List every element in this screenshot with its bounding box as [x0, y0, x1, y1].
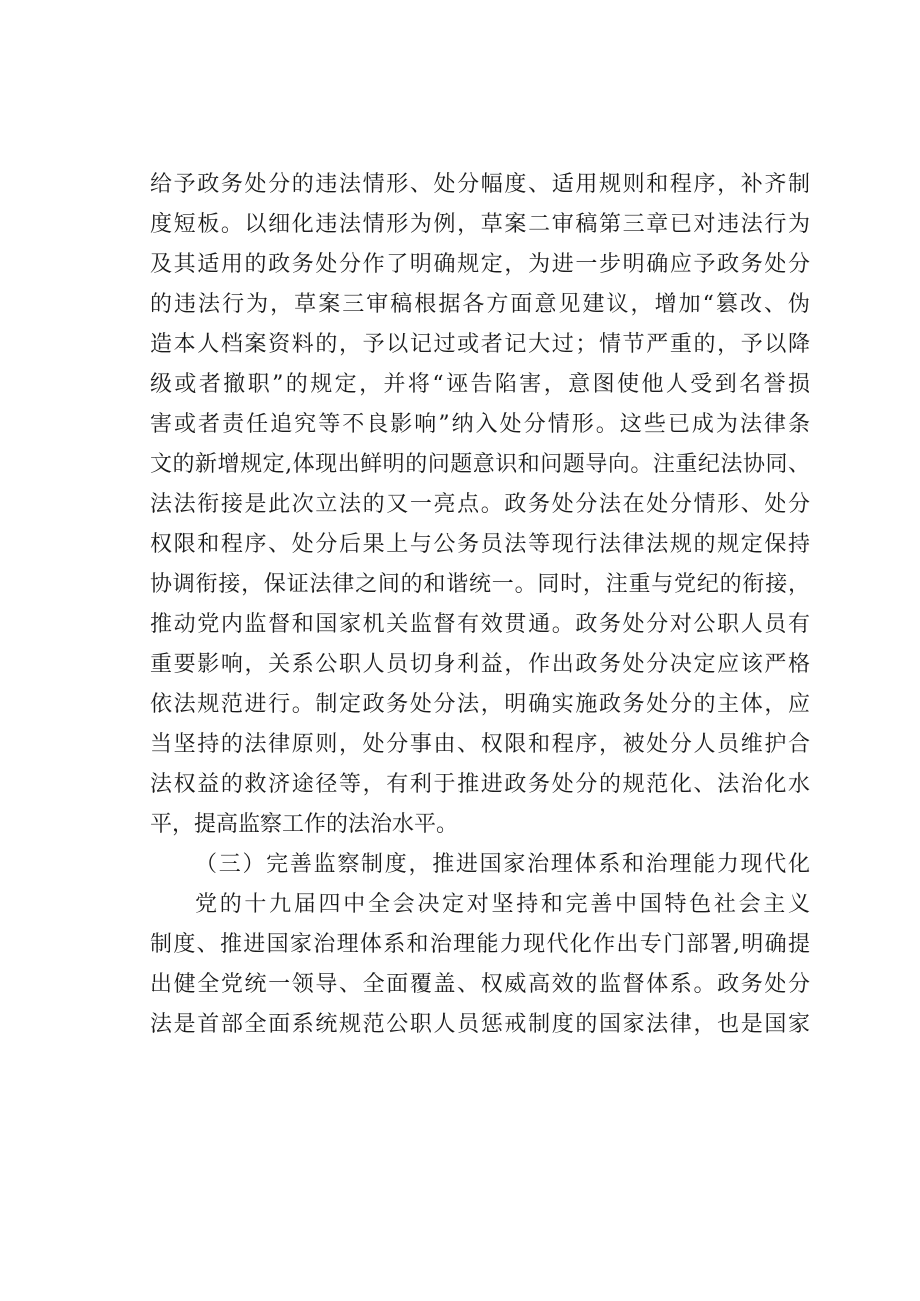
body-text-line: 协调衔接，保证法律之间的和谐统一。同时，注重与党纪的衔接，: [150, 572, 810, 597]
body-text-line: 党的十九届四中全会决定对坚持和完善中国特色社会主义: [195, 892, 810, 917]
body-text-line: 依法规范进行。制定政务处分法，明确实施政务处分的主体，应: [150, 692, 810, 717]
body-text-line: 造本人档案资料的，予以记过或者记大过；情节严重的，予以降: [150, 332, 810, 357]
body-text-line: 出健全党统一领导、全面覆盖、权威高效的监督体系。政务处分: [150, 972, 810, 997]
body-text-line: 当坚持的法律原则，处分事由、权限和程序，被处分人员维护合: [150, 732, 810, 757]
body-text-line: 度短板。以细化违法情形为例，草案二审稿第三章已对违法行为: [150, 212, 810, 237]
body-text-line: 级或者撤职”的规定，并将“诬告陷害，意图使他人受到名誉损: [150, 372, 810, 397]
body-text-line: 制度、推进国家治理体系和治理能力现代化作出专门部署,明确提: [150, 932, 810, 957]
body-text-line: 平，提高监察工作的法治水平。: [150, 812, 459, 837]
body-text-line: 法权益的救济途径等，有利于推进政务处分的规范化、法治化水: [150, 772, 810, 797]
body-text-line: 推动党内监督和国家机关监督有效贯通。政务处分对公职人员有: [150, 612, 810, 637]
section-heading: （三）完善监察制度，推进国家治理体系和治理能力现代化: [195, 852, 810, 877]
body-text-line: 重要影响，关系公职人员切身利益，作出政务处分决定应该严格: [150, 652, 810, 677]
body-text-line: 法是首部全面系统规范公职人员惩戒制度的国家法律，也是国家: [150, 1012, 810, 1037]
body-text-line: 权限和程序、处分后果上与公务员法等现行法律法规的规定保持: [150, 532, 810, 557]
body-text-line: 法法衔接是此次立法的又一亮点。政务处分法在处分情形、处分: [150, 492, 810, 517]
body-text-line: 文的新增规定,体现出鲜明的问题意识和问题导向。注重纪法协同、: [150, 452, 810, 477]
body-text-line: 及其适用的政务处分作了明确规定，为进一步明确应予政务处分: [150, 252, 810, 277]
body-text-line: 的违法行为，草案三审稿根据各方面意见建议，增加“篡改、伪: [150, 292, 810, 317]
body-text-line: 给予政务处分的违法情形、处分幅度、适用规则和程序，补齐制: [150, 172, 810, 197]
body-text-line: 害或者责任追究等不良影响”纳入处分情形。这些已成为法律条: [150, 412, 810, 437]
